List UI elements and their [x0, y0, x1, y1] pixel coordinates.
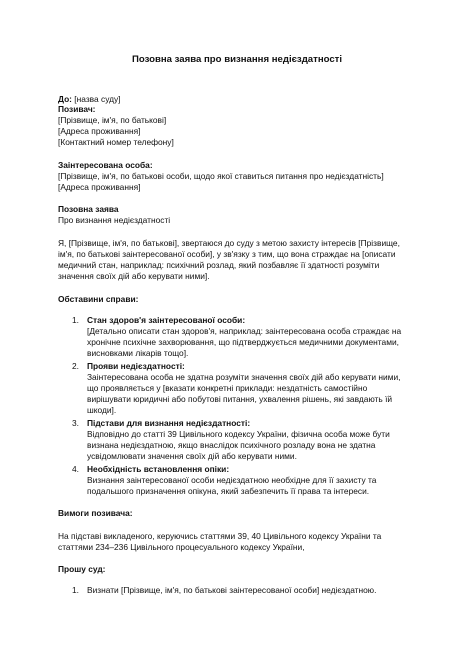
court-line: [58, 94, 121, 104]
circumstances-heading: Обставини справи:: [58, 294, 139, 304]
intro-line: значення своїх дій або керувати ними].: [58, 271, 210, 281]
list-number: 2.: [72, 361, 79, 371]
list-number: 4.: [72, 464, 79, 474]
request-heading: Прошу суд:: [58, 564, 106, 574]
interested-label: Заінтересована особа:: [58, 160, 153, 170]
list-item-line: Заінтересована особа не здатна розуміти значення своїх дій або керувати ними,: [87, 372, 401, 382]
list-item-line: висновками лікарів тощо].: [87, 348, 189, 358]
list-item-line: [Детально описати стан здоров'я, наприклад: заінтересована особа страждає на: [87, 326, 402, 336]
demands-heading: Вимоги позивача:: [58, 508, 133, 518]
list-item-title: Необхідність встановлення опіки:: [87, 464, 230, 474]
interested-address: [Адреса проживання]: [58, 182, 141, 192]
list-item-line: шкоди].: [87, 405, 117, 415]
plaintiff-label: Позивач:: [58, 104, 96, 114]
request-item: Визнати [Прізвище, ім'я, по батькові заінтересованої особи] недієздатною.: [87, 585, 377, 595]
intro-line: медичний стан, наприклад: психічний розлад, який позбавляє її здатності розуміти: [58, 260, 380, 270]
list-item-title: Підстави для визнання недієздатності:: [87, 418, 251, 428]
plaintiff-phone: [Контактний номер телефону]: [58, 137, 174, 147]
demands-line: статтями 234–236 Цивільного процесуального кодексу України,: [58, 542, 305, 552]
plaintiff-name: [Прізвище, ім'я, по батькові]: [58, 115, 167, 125]
list-item-line: Визнання заінтересованої особи недієздатною необхідне для її захисту та: [87, 475, 377, 485]
list-item-title: Стан здоров'я заінтересованої особи:: [87, 315, 246, 325]
list-item-title: Прояви недієздатності:: [87, 361, 185, 371]
plaintiff-address: [Адреса проживання]: [58, 126, 141, 136]
list-item-line: що проявляється у [вказати конкретні приклади: нездатність самостійно: [87, 383, 368, 393]
list-number: 1.: [72, 315, 79, 325]
claim-subtitle: Про визнання недієздатності: [58, 215, 171, 225]
list-number: 3.: [72, 418, 79, 428]
claim-label: Позовна заява: [58, 204, 119, 214]
list-item-line: вирішувати юридичні або побутові питання, ухвалення рішень, які завдають їй: [87, 394, 393, 404]
demands-line: На підставі викладеного, керуючись статтями 39, 40 Цивільного кодексу України та: [58, 531, 382, 541]
document-title: Позовна заява про визнання недієздатності: [131, 54, 343, 65]
list-item-line: визнана недієздатною, якщо внаслідок психічного розладу вона не здатна: [87, 440, 376, 450]
intro-line: Я, [Прізвище, ім'я, по батькові], звертаюся до суду з метою захисту інтересів [Прізвище,: [58, 238, 400, 248]
list-item-line: Відповідно до статті 39 Цивільного кодексу України, фізична особа може бути: [87, 429, 390, 439]
intro-line: ім'я, по батькові заінтересованої особи], у зв'язку з тим, що вона страждає на [описати: [58, 249, 396, 259]
to-label: До:: [58, 94, 72, 104]
court-name: [назва суду]: [71, 94, 121, 104]
list-item-line: усвідомлювати значення своїх дій або керувати ними.: [87, 451, 297, 461]
interested-name: [Прізвище, ім'я, по батькові особи, щодо якої ставиться питання про недієздатність]: [58, 171, 384, 181]
list-item-line: хронічне психічне захворювання, що підтверджується медичними документами,: [87, 337, 399, 347]
list-number: 1.: [72, 585, 79, 595]
list-item-line: подальшого призначення опікуна, який забезпечить її права та інтереси.: [87, 486, 370, 496]
